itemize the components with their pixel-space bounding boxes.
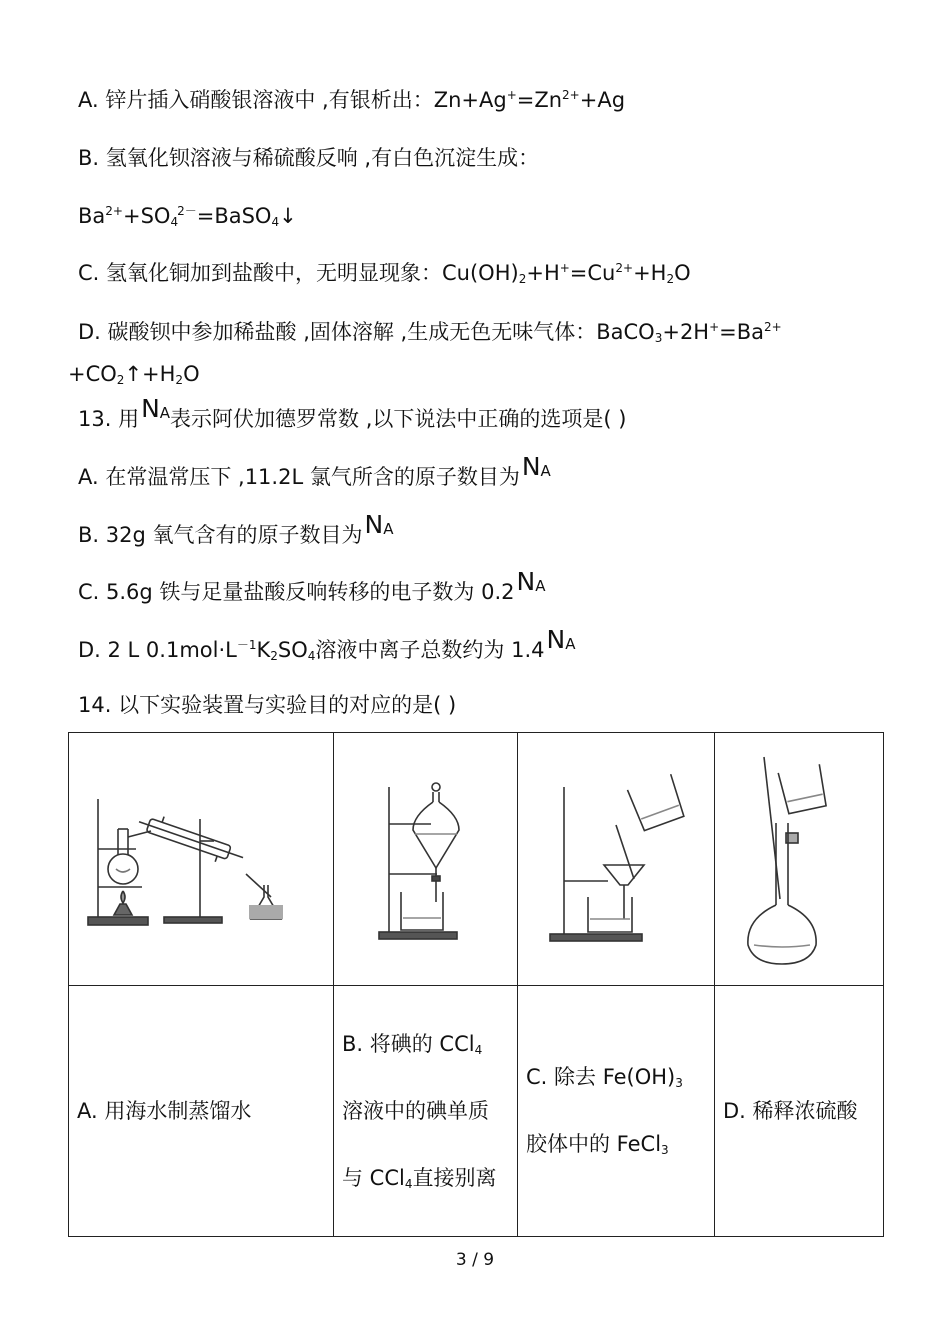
distillation-apparatus-icon (76, 779, 326, 939)
caption-d: D. 稀释浓硫酸 (715, 986, 884, 1237)
q12-option-b-line1: B. 氢氧化钡溶液与稀硫酸反响 ,有白色沉淀生成： (78, 146, 540, 170)
q13-option-b: B. 32g 氧气含有的原子数目为$N_A$ (78, 510, 394, 547)
q14-stem: 14. 以下实验装置与实验目的对应的是( ) (78, 693, 457, 717)
volumetric-flask-icon (734, 749, 864, 969)
separatory-funnel-icon (351, 772, 501, 947)
apparatus-table (68, 732, 884, 1237)
na-symbol: $N_A$ (364, 510, 394, 539)
na-symbol: $N_A$ (521, 452, 551, 481)
caption-b: B. 将碘的 CCl$_4$ 溶液中的碘单质 与 CCl$_4$直接别离 (334, 986, 518, 1237)
q12-option-d-line1: D. 碳酸钡中参加稀盐酸 ,固体溶解 ,生成无色无味气体：$BaCO_3+2H^+=Ba^{2+}$ (78, 320, 782, 345)
q12-option-b-equation: $Ba^{2+}+SO_4^{2-}=BaSO_4↓$ (78, 204, 297, 229)
q13-option-d: D. 2 L $0.1mol\cdot L^{-1}K_2SO_4$溶液中离子总数约为 $1.4N_A$ (78, 625, 576, 663)
q12-option-d-line2: $+CO_2↑+H_2O$ (68, 362, 200, 387)
caption-a: A. 用海水制蒸馏水 (69, 986, 334, 1237)
volumetric-flask-cell (715, 733, 884, 986)
caption-c: C. 除去 $Fe(OH)_3$ 胶体中的 FeCl$_3$ (518, 986, 715, 1237)
q13-option-c: C. 5.6g 铁与足量盐酸反响转移的电子数为 $0.2N_A$ (78, 567, 546, 604)
q13-option-a: A. 在常温常压下 ,11.2L 氯气所含的原子数目为$N_A$ (78, 452, 551, 489)
page-number: 3 / 9 (455, 1250, 495, 1270)
q13-stem: 13. 用$N_A$表示阿伏加德罗常数 ,以下说法中正确的选项是( ) (78, 394, 627, 431)
filtration-apparatus-icon (536, 769, 696, 949)
q12-option-a: A. 锌片插入硝酸银溶液中 ,有银析出：$Zn+Ag^+=Zn^{2+}+Ag$ (78, 88, 626, 112)
q12-option-c: C. 氢氧化铜加到盐酸中，无明显现象：$Cu(OH)_2+H^+=Cu^{2+}+H_2O$ (78, 261, 691, 286)
na-symbol: $N_A$ (141, 394, 171, 423)
distillation-apparatus-cell (69, 733, 334, 986)
filtration-apparatus-cell (518, 733, 715, 986)
na-symbol: $N_A$ (516, 567, 546, 596)
separatory-funnel-cell (334, 733, 518, 986)
na-symbol: $N_A$ (546, 625, 576, 654)
